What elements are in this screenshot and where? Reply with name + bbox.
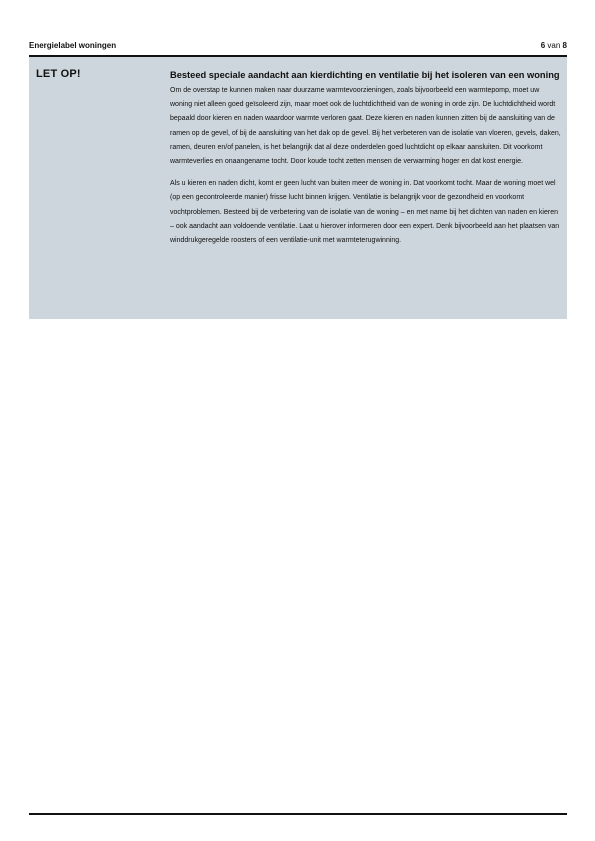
notice-content xyxy=(170,68,562,248)
page-current: 6 xyxy=(540,41,546,50)
notice-paragraph: Om de overstap te kunnen maken naar duurzame warmtevoorzieningen, zoals bijvoorbeeld een warmtepomp, moet uw woning niet alleen goed geïsoleerd zijn, maar moet ook de luchtdichtheid van de woning in orde zijn. De luchtdichtheid wordt bepaald door kieren en naden waardoor warmte verloren gaat. Deze kieren en naden kunnen zitten bij de aansluiting van de ramen op de gevel, of bij de aansluiting van het dak op de gevel. Bij het verbeteren van de isolatie van vloeren, gevels, daken, ramen, deuren en/of panelen, is het belangrijk dat al deze onderdelen goed luchtdicht op elkaar aansluiten. Dit voorkomt warmteverlies en onaangename tocht. Door koude tocht zetten mensen de verwarming hoger en dat kost energie. xyxy=(170,87,561,166)
document-title: Energielabel woningen xyxy=(29,41,117,50)
page-header xyxy=(29,41,567,54)
notice-label: LET OP! xyxy=(36,68,81,80)
page-separator: van xyxy=(547,41,561,50)
page-number xyxy=(541,41,567,50)
footer-divider xyxy=(29,813,567,815)
notice-heading: Besteed speciale aandacht aan kierdichting en ventilatie bij het isoleren van een woning xyxy=(170,70,560,80)
notice-paragraph: Als u kieren en naden dicht, komt er geen lucht van buiten meer de woning in. Dat voorkomt tocht. Maar de woning moet wel (op een gecontroleerde manier) frisse lucht binnen krijgen. Ventilatie is belangrijk voor de gezondheid en voorkomt vochtproblemen. Besteed bij de verbetering van de isolatie van de woning – en met name bij het dichten van naden en kieren – ook aandacht aan voldoende ventilatie. Laat u hierover informeren door een expert. Denk bijvoorbeeld aan het plaatsen van winddrukgeregelde roosters of een ventilatie-unit met warmteterugwinning. xyxy=(170,180,560,245)
notice-box xyxy=(29,57,567,319)
page-total: 8 xyxy=(562,41,567,50)
